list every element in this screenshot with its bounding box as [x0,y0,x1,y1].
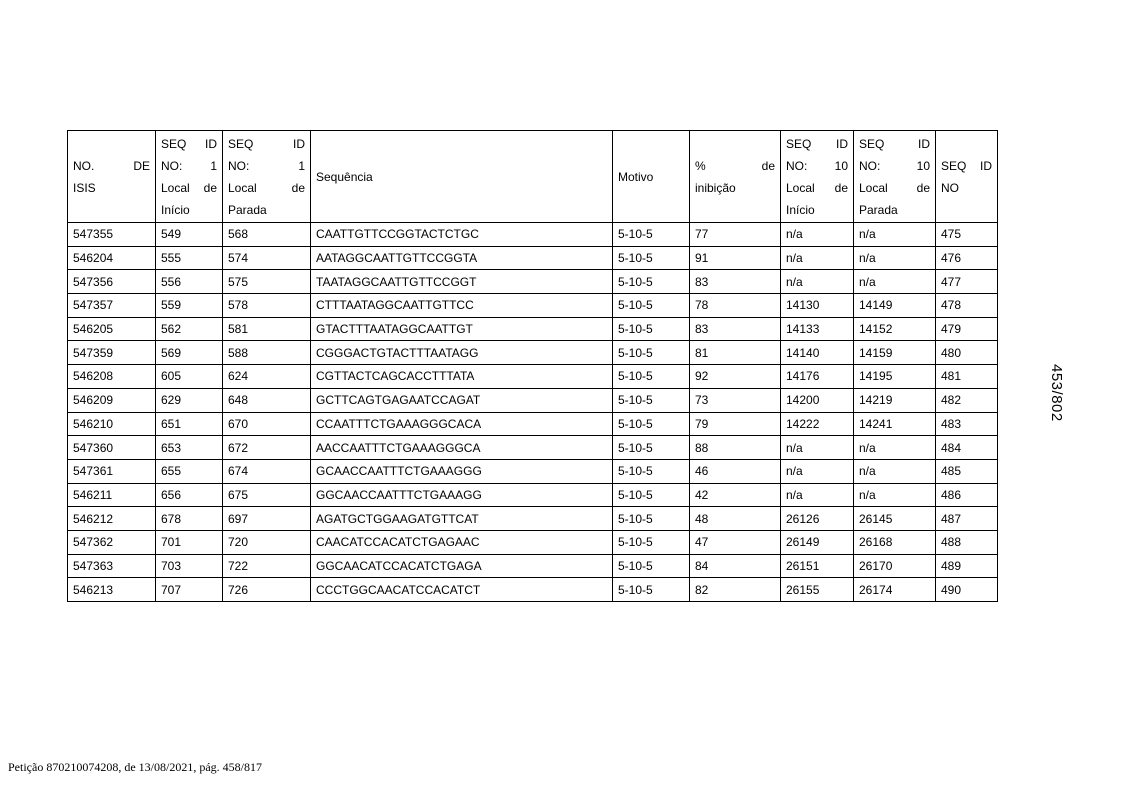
cell-seq1-stop: 648 [223,388,311,412]
cell-seq1-stop: 574 [223,246,311,270]
cell-seq1-stop: 726 [223,578,311,602]
header-line: SEQ ID [228,136,305,151]
cell-isis-no: 546204 [68,246,156,270]
cell-seq10-stop: n/a [854,459,936,483]
table-row [68,436,998,460]
cell-isis-no: 547363 [68,554,156,578]
cell-seq1-stop: 575 [223,270,311,294]
cell-seq1-stop: 697 [223,507,311,531]
cell-inhibition: 82 [690,578,781,602]
cell-inhibition: 48 [690,507,781,531]
table-row [68,341,998,365]
cell-isis-no: 547360 [68,436,156,460]
cell-motif: 5-10-5 [613,317,690,341]
cell-seq-id-no: 488 [936,530,998,554]
cell-sequence: CAACATCCACATCTGAGAAC [311,530,613,554]
cell-seq10-stop: 14219 [854,388,936,412]
cell-seq1-start: 703 [156,554,223,578]
cell-seq-id-no: 489 [936,554,998,578]
cell-seq10-start: 26126 [781,507,854,531]
cell-inhibition: 83 [690,270,781,294]
table-row [68,270,998,294]
cell-seq10-stop: 14152 [854,317,936,341]
cell-inhibition: 88 [690,436,781,460]
header-motif [613,131,690,223]
table-header-row [68,131,998,223]
header-line: NO. DE [73,158,150,173]
table-row [68,294,998,318]
cell-seq10-start: 14200 [781,388,854,412]
cell-seq1-stop: 720 [223,530,311,554]
cell-seq1-stop: 672 [223,436,311,460]
cell-seq10-stop: n/a [854,436,936,460]
table-row [68,483,998,507]
cell-seq1-start: 562 [156,317,223,341]
header-line: Início [786,202,815,217]
cell-isis-no: 546212 [68,507,156,531]
table-row [68,507,998,531]
cell-seq1-start: 555 [156,246,223,270]
cell-isis-no: 546211 [68,483,156,507]
header-line: Local de [161,180,217,195]
header-line: Início [161,202,190,217]
cell-seq10-stop: n/a [854,246,936,270]
cell-seq10-stop: 14149 [854,294,936,318]
table-row [68,246,998,270]
cell-seq-id-no: 479 [936,317,998,341]
header-line: NO [941,180,959,195]
cell-motif: 5-10-5 [613,365,690,389]
cell-seq-id-no: 478 [936,294,998,318]
cell-motif: 5-10-5 [613,294,690,318]
cell-seq10-stop: 14159 [854,341,936,365]
cell-seq10-start: 26155 [781,578,854,602]
cell-seq10-start: 14176 [781,365,854,389]
cell-seq10-start: n/a [781,483,854,507]
cell-motif: 5-10-5 [613,507,690,531]
cell-motif: 5-10-5 [613,530,690,554]
cell-seq1-stop: 581 [223,317,311,341]
cell-seq-id-no: 476 [936,246,998,270]
table-row [68,388,998,412]
cell-seq10-start: n/a [781,459,854,483]
cell-seq1-start: 559 [156,294,223,318]
header-seq1-stop [223,131,311,223]
table-row [68,459,998,483]
header-line: NO: 1 [228,158,305,173]
table-row [68,530,998,554]
cell-isis-no: 547356 [68,270,156,294]
header-line: Parada [228,202,267,217]
cell-seq1-start: 707 [156,578,223,602]
table-row [68,412,998,436]
table-row [68,365,998,389]
cell-seq-id-no: 475 [936,223,998,247]
cell-seq10-start: 14133 [781,317,854,341]
cell-seq10-start: n/a [781,246,854,270]
cell-seq1-stop: 674 [223,459,311,483]
table-body [68,223,998,602]
cell-seq1-stop: 722 [223,554,311,578]
cell-sequence: CTTTAATAGGCAATTGTTCC [311,294,613,318]
cell-sequence: CGGGACTGTACTTTAATAGG [311,341,613,365]
cell-seq10-stop: 26168 [854,530,936,554]
cell-inhibition: 92 [690,365,781,389]
cell-seq10-start: 26149 [781,530,854,554]
cell-seq10-stop: n/a [854,270,936,294]
cell-seq1-start: 678 [156,507,223,531]
header-line: SEQ ID [161,136,217,151]
page-number-vertical: 453/802 [1048,364,1065,422]
cell-motif: 5-10-5 [613,483,690,507]
cell-seq1-start: 653 [156,436,223,460]
cell-inhibition: 46 [690,459,781,483]
header-line: Motivo [618,169,654,184]
cell-seq10-start: 26151 [781,554,854,578]
cell-motif: 5-10-5 [613,554,690,578]
cell-isis-no: 546209 [68,388,156,412]
cell-isis-no: 546213 [68,578,156,602]
header-line: SEQ ID [859,136,930,151]
cell-inhibition: 42 [690,483,781,507]
cell-sequence: CCCTGGCAACATCCACATCT [311,578,613,602]
header-line: inibição [695,180,736,195]
cell-seq1-start: 556 [156,270,223,294]
cell-sequence: CGTTACTCAGCACCTTTATA [311,365,613,389]
cell-seq10-start: 14140 [781,341,854,365]
cell-motif: 5-10-5 [613,246,690,270]
header-line: Sequência [316,169,373,184]
cell-inhibition: 47 [690,530,781,554]
cell-seq10-stop: n/a [854,223,936,247]
header-line: Local de [859,180,930,195]
cell-isis-no: 547362 [68,530,156,554]
cell-motif: 5-10-5 [613,388,690,412]
cell-seq1-start: 656 [156,483,223,507]
cell-seq1-start: 701 [156,530,223,554]
cell-isis-no: 546210 [68,412,156,436]
header-line: NO: 10 [859,158,930,173]
cell-sequence: GGCAACATCCACATCTGAGA [311,554,613,578]
cell-inhibition: 81 [690,341,781,365]
cell-isis-no: 547355 [68,223,156,247]
header-line: Local de [228,180,305,195]
cell-seq10-stop: n/a [854,483,936,507]
cell-sequence: GTACTTTAATAGGCAATTGT [311,317,613,341]
header-line: Local de [786,180,848,195]
cell-sequence: AACCAATTTCTGAAAGGGCA [311,436,613,460]
cell-motif: 5-10-5 [613,270,690,294]
cell-sequence: CCAATTTCTGAAAGGGCACA [311,412,613,436]
cell-inhibition: 84 [690,554,781,578]
cell-seq-id-no: 480 [936,341,998,365]
header-line: ISIS [73,180,96,195]
footer-text: Petição 870210074208, de 13/08/2021, pág. 458/817 [8,760,262,774]
table-row [68,317,998,341]
cell-seq10-stop: 14241 [854,412,936,436]
cell-sequence: AATAGGCAATTGTTCCGGTA [311,246,613,270]
header-line: Parada [859,202,898,217]
cell-sequence: GGCAACCAATTTCTGAAAGG [311,483,613,507]
cell-seq1-stop: 675 [223,483,311,507]
cell-isis-no: 546205 [68,317,156,341]
header-isis-no [68,131,156,223]
table-row [68,578,998,602]
cell-seq10-start: 14222 [781,412,854,436]
cell-inhibition: 73 [690,388,781,412]
cell-seq1-start: 605 [156,365,223,389]
cell-seq-id-no: 487 [936,507,998,531]
cell-seq10-start: n/a [781,223,854,247]
cell-motif: 5-10-5 [613,436,690,460]
cell-seq10-start: 14130 [781,294,854,318]
cell-seq1-start: 651 [156,412,223,436]
cell-inhibition: 91 [690,246,781,270]
header-seq1-start [156,131,223,223]
header-line: % de [695,158,775,173]
header-seq-id-no [936,131,998,223]
cell-sequence: GCTTCAGTGAGAATCCAGAT [311,388,613,412]
cell-seq10-stop: 26174 [854,578,936,602]
header-line: NO: 10 [786,158,848,173]
cell-sequence: GCAACCAATTTCTGAAAGGG [311,459,613,483]
cell-motif: 5-10-5 [613,459,690,483]
cell-seq1-start: 655 [156,459,223,483]
cell-inhibition: 79 [690,412,781,436]
cell-sequence: CAATTGTTCCGGTACTCTGC [311,223,613,247]
cell-seq-id-no: 485 [936,459,998,483]
header-line: SEQ ID [786,136,848,151]
cell-seq10-stop: 14195 [854,365,936,389]
cell-sequence: AGATGCTGGAAGATGTTCAT [311,507,613,531]
cell-isis-no: 547357 [68,294,156,318]
cell-seq-id-no: 483 [936,412,998,436]
cell-motif: 5-10-5 [613,341,690,365]
cell-seq1-stop: 624 [223,365,311,389]
cell-seq10-stop: 26170 [854,554,936,578]
cell-seq-id-no: 484 [936,436,998,460]
cell-seq10-start: n/a [781,270,854,294]
header-sequence [311,131,613,223]
header-seq10-stop [854,131,936,223]
table-row [68,223,998,247]
cell-seq-id-no: 490 [936,578,998,602]
cell-inhibition: 83 [690,317,781,341]
cell-isis-no: 547361 [68,459,156,483]
header-line: NO: 1 [161,158,217,173]
cell-motif: 5-10-5 [613,578,690,602]
cell-seq-id-no: 482 [936,388,998,412]
cell-inhibition: 78 [690,294,781,318]
cell-seq1-stop: 670 [223,412,311,436]
cell-seq10-start: n/a [781,436,854,460]
header-line: SEQ ID [941,158,992,173]
cell-seq1-stop: 588 [223,341,311,365]
cell-seq-id-no: 477 [936,270,998,294]
cell-seq1-start: 569 [156,341,223,365]
cell-sequence: TAATAGGCAATTGTTCCGGT [311,270,613,294]
cell-seq-id-no: 486 [936,483,998,507]
cell-seq1-start: 629 [156,388,223,412]
cell-seq1-start: 549 [156,223,223,247]
cell-seq1-stop: 568 [223,223,311,247]
table-row [68,554,998,578]
header-inhibition [690,131,781,223]
cell-seq1-stop: 578 [223,294,311,318]
cell-inhibition: 77 [690,223,781,247]
cell-isis-no: 547359 [68,341,156,365]
cell-seq10-stop: 26145 [854,507,936,531]
header-seq10-start [781,131,854,223]
cell-isis-no: 546208 [68,365,156,389]
sequence-table [67,130,998,602]
cell-motif: 5-10-5 [613,412,690,436]
cell-motif: 5-10-5 [613,223,690,247]
cell-seq-id-no: 481 [936,365,998,389]
